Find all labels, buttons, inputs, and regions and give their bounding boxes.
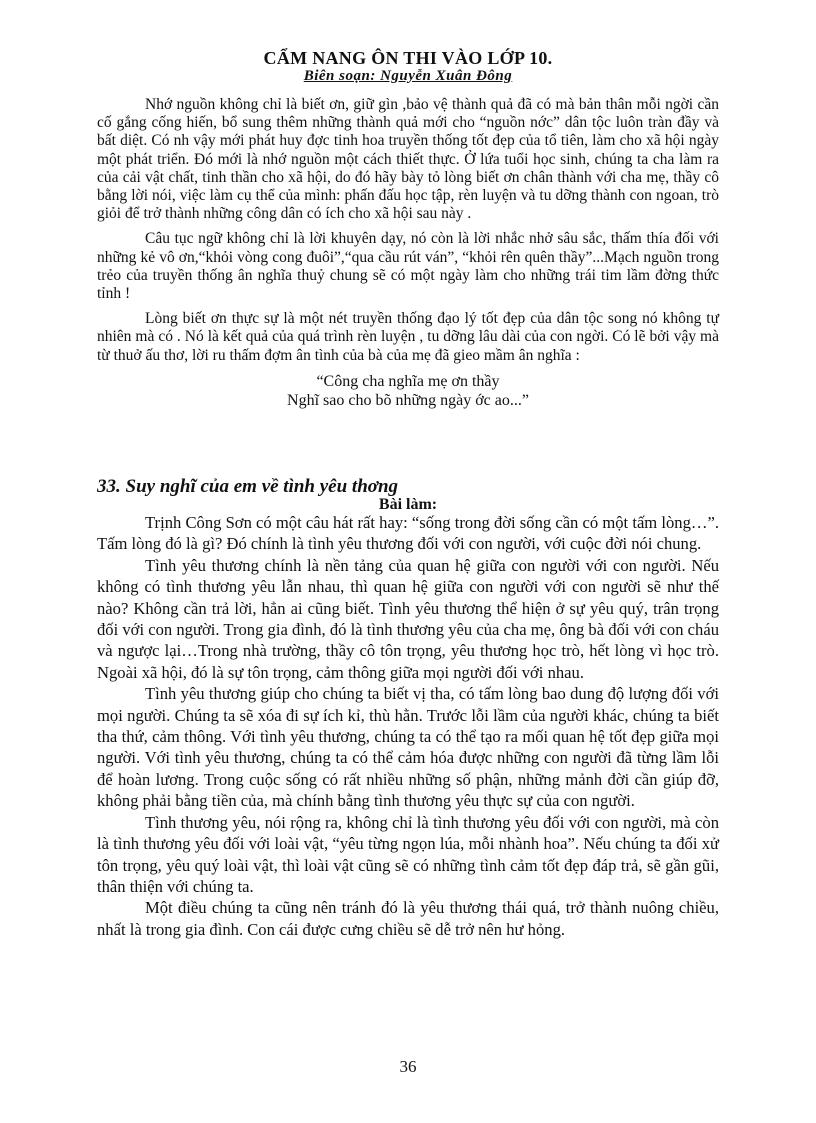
paragraph: Tình yêu thương chính là nền tảng của quan hệ giữa con người với con người. Nếu không có tình thương yêu lẫn nhau, thì quan hệ giữa con người với con người sẽ như thế nào? Không cần trả lời, hẳn ai cũng biết. Tình yêu thương thể hiện ở sự yêu quý, trân trọng đối với con người. Trong gia đình, đó là tình thương yêu của cha mẹ, ông bà đối với con cháu và ngược lại…Trong nhà trường, thầy cô tôn trọng, yêu thương học trò, hết lòng vì học trò. Ngoài xã hội, đó là sự tôn trọng, cảm thông giữa mọi người đối với nhau. xyxy=(97,555,719,682)
paragraph: Một điều chúng ta cũng nên tránh đó là yêu thương thái quá, trở thành nuông chiều, nhất là trong gia đình. Con cái được cưng chiều sẽ dễ trở nên hư hỏng. xyxy=(97,898,719,939)
paragraph: Câu tục ngữ không chỉ là lời khuyên dạy, nó còn là lời nhắc nhở sâu sắc, thấm thía đối với những kẻ vô ơn,“khỏi vòng cong đuôi”,“qua cầu rút ván”, “khỏi rên quên thầy”...Mạch nguồn trong trẻo của truyền thống ân nghĩa thuỷ chung sẽ có một ngày làm cho những trái tim lầm đờng thức tỉnh ! xyxy=(97,230,719,303)
paragraph: Tình yêu thương giúp cho chúng ta biết vị tha, có tấm lòng bao dung độ lượng đối với mọi người. Chúng ta sẽ xóa đi sự ích kỉ, thù hằn. Trước lỗi lầm của người khác, chúng ta biết tha thứ, cảm thông. Với tình yêu thương, chúng ta có thể tạo ra mối quan hệ tốt đẹp giữa mọi người. Với tình yêu thương, chúng ta có thể cảm hóa được những con người đã từng lầm lỗi để hoàn lương. Trong cuộc sống có rất nhiều những số phận, những mảnh đời cần giúp đỡ, không phải bằng tiền của, mà chính bằng tình thương yêu thực sự của con người. xyxy=(97,684,719,811)
paragraph: Nhớ nguồn không chỉ là biết ơn, giữ gìn ,bảo vệ thành quả đã có mà bản thân mỗi ngời cần cố gắng cống hiến, bổ sung thêm những thành quả mới cho “nguồn nớc” dân tộc luôn tràn đầy và bất diệt. Có nh vậy mới phát huy đợc tinh hoa truyền thống tốt đẹp của tổ tiên, làm cho xã hội ngày một phát triển. Đó mới là nhớ nguồn một cách thiết thực. Ở lứa tuổi học sinh, chúng ta cha làm ra của cải vật chất, tinh thần cho xã hội, do đó hãy bày tỏ lòng biết ơn chân thành với cha mẹ, thầy cô bằng lời nói, việc làm cụ thể của mình: phấn đấu học tập, rèn luyện và tu dỡng thành con ngoan, trò giỏi để trở thành những công dân có ích cho xã hội sau này . xyxy=(97,96,719,223)
paragraph: Tình thương yêu, nói rộng ra, không chỉ là tình thương yêu đối với con người, mà còn là tình thương yêu đối với loài vật, “yêu từng ngọn lúa, mỗi nhành hoa”. Nếu chúng ta đối xử tôn trọng, yêu quý loài vật, thì loài vật cũng sẽ có những tình cảm tốt đẹp đáp trả, sẽ gần gũi, thân thiện với chúng ta. xyxy=(97,812,719,896)
paragraph: Trịnh Công Sơn có một câu hát rất hay: “sống trong đời sống cần có một tấm lòng…”. Tấm lòng đó là gì? Đó chính là tình yêu thương đối với con người, với cuộc đời nói chung. xyxy=(97,513,719,554)
poem-line: Nghĩ sao cho bõ những ngày ớc ao...” xyxy=(287,391,529,409)
poem-line: “Công cha nghĩa mẹ ơn thầy xyxy=(316,372,500,390)
section-body xyxy=(97,512,719,940)
poem-quote xyxy=(97,372,719,410)
section-title: 33. Suy nghĩ của em về tình yêu thơng xyxy=(97,476,399,497)
header-title: CẨM NANG ÔN THI VÀO LỚP 10. xyxy=(263,48,553,68)
paragraph: Lòng biết ơn thực sự là một nét truyền thống đạo lý tốt đẹp của dân tộc song nó không tự nhiên mà có . Nó là kết quả của quá trình rèn luyện , tu dỡng lâu dài của con ngời. Có lẽ bởi vậy mà từ thuở ấu thơ, lời ru thấm đợm ân tình của bà của mẹ đã gieo mầm ân nghĩa : xyxy=(97,310,719,364)
section-subtitle: Bài làm: xyxy=(378,496,438,513)
previous-section-body xyxy=(97,96,719,410)
page-number: 36 xyxy=(399,1057,417,1076)
header-author: Biên soạn: Nguyễn Xuân Đông xyxy=(303,68,513,84)
